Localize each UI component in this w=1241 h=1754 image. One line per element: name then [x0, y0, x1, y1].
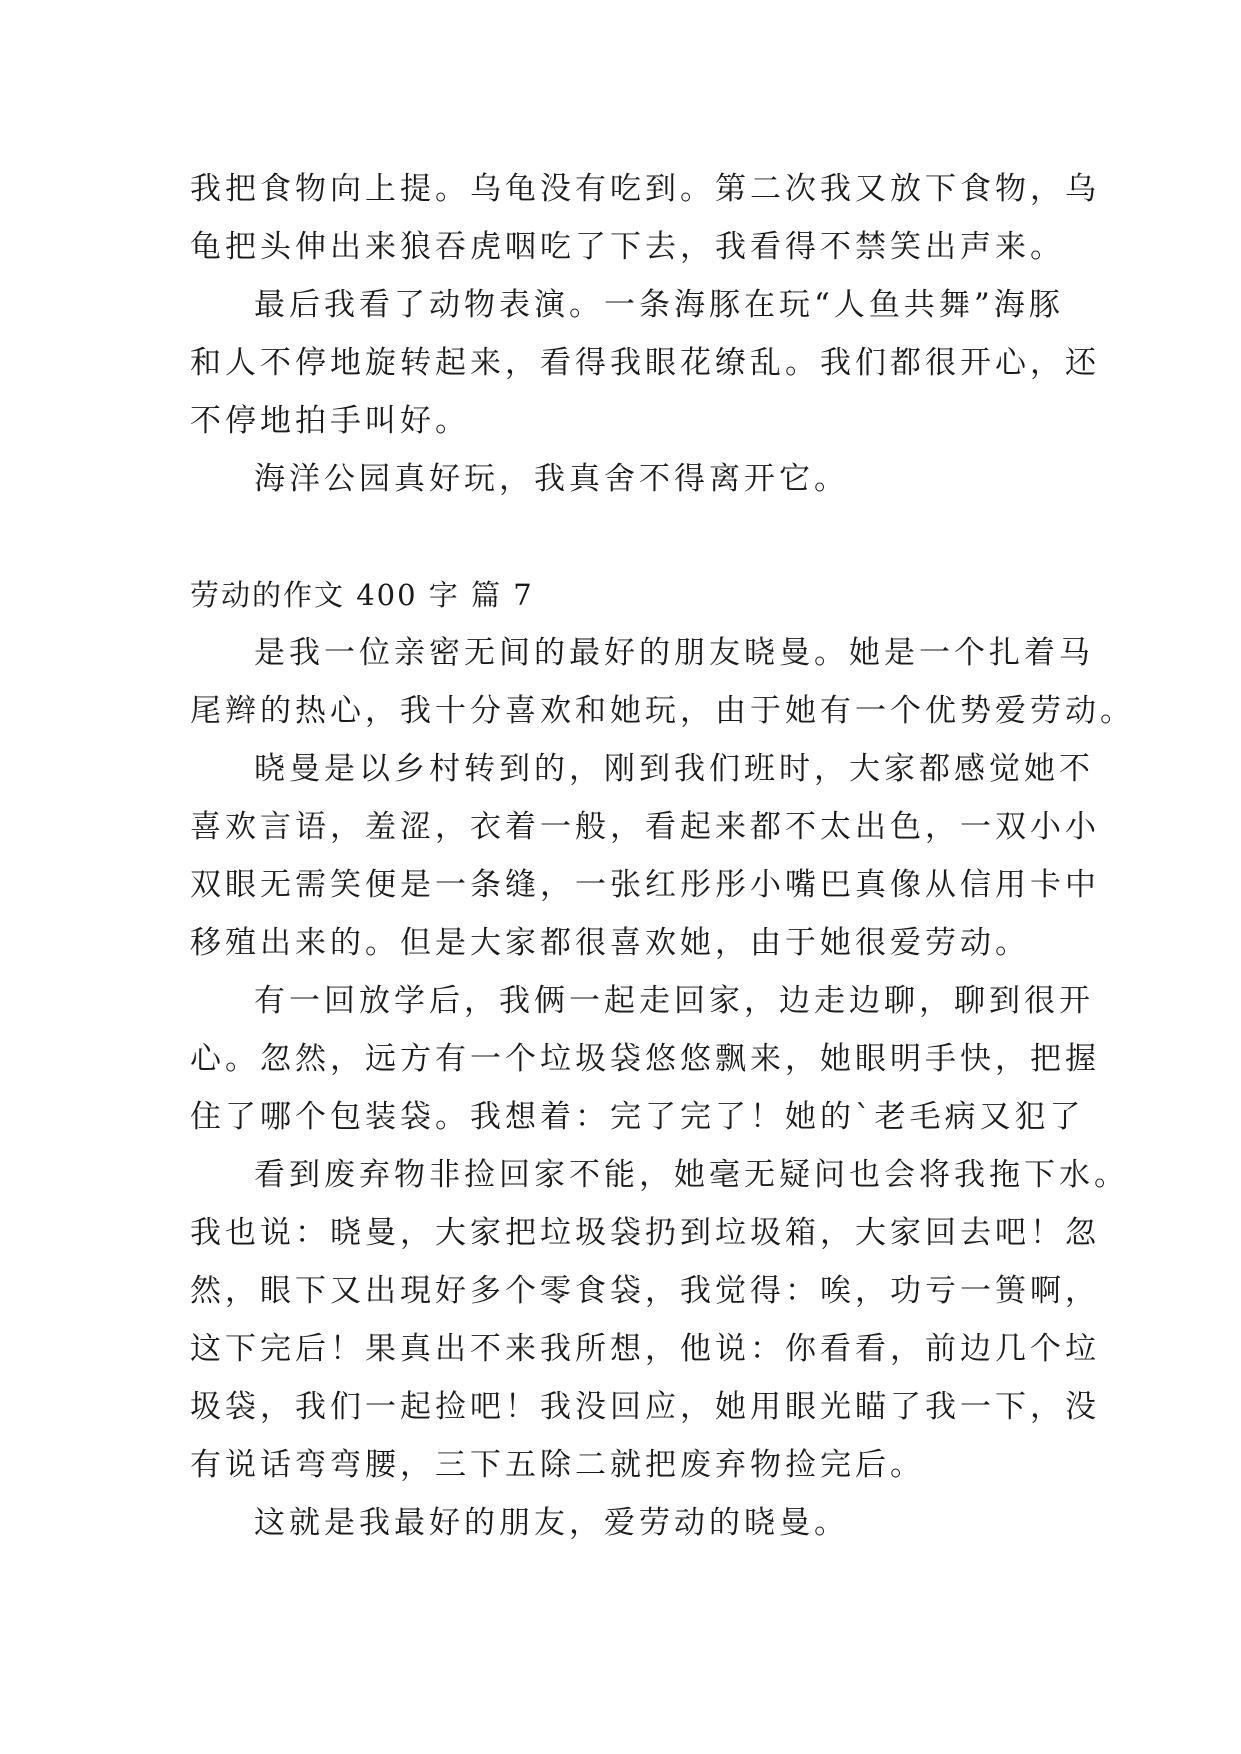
text-line: 圾袋，我们一起捡吧！我没回应，她用眼光瞄了我一下，没: [190, 1389, 1100, 1425]
text-line: 喜欢言语，羞涩，衣着一般，看起来都不太出色，一双小小: [190, 809, 1100, 845]
text-line: 移殖出来的。但是大家都很喜欢她，由于她很爱劳动。: [190, 925, 1030, 961]
text-line: 我也说：晓曼，大家把垃圾袋扔到垃圾箱，大家回去吧！忽: [190, 1215, 1100, 1251]
paragraph-start: 海洋公园真好玩，我真舍不得离开它。: [254, 461, 849, 497]
paragraph-start: 看到废弃物非捡回家不能，她毫无疑问也会将我拖下水。: [254, 1157, 1129, 1193]
text-line: 然，眼下又出現好多个零食袋，我觉得：唉，功亏一篑啊，: [190, 1273, 1100, 1309]
text-line: 有说话弯弯腰，三下五除二就把废弃物捡完后。: [190, 1447, 925, 1483]
paragraph-start: 最后我看了动物表演。一条海豚在玩“人鱼共舞”海豚: [254, 287, 1064, 323]
text-line: 我把食物向上提。乌龟没有吃到。第二次我又放下食物，乌: [190, 171, 1100, 207]
text-line: 龟把头伸出来狼吞虎咽吃了下去，我看得不禁笑出声来。: [190, 229, 1065, 265]
section-heading: 劳动的作文 400 字 篇 7: [190, 578, 534, 612]
text-line: 心。忽然，远方有一个垃圾袋悠悠飘来，她眼明手快，把握: [190, 1041, 1100, 1077]
text-line: 尾辫的热心，我十分喜欢和她玩，由于她有一个优势爱劳动。: [190, 693, 1135, 729]
paragraph-start: 晓曼是以乡村转到的，刚到我们班时，大家都感觉她不: [254, 751, 1094, 787]
text-line: 住了哪个包装袋。我想着：完了完了！她的`老毛病又犯了: [190, 1099, 1085, 1135]
text-line: 和人不停地旋转起来，看得我眼花缭乱。我们都很开心，还: [190, 345, 1100, 381]
text-line: 不停地拍手叫好。: [190, 403, 470, 439]
paragraph-start: 是我一位亲密无间的最好的朋友晓曼。她是一个扎着马: [254, 635, 1094, 671]
paragraph-start: 有一回放学后，我俩一起走回家，边走边聊，聊到很开: [254, 983, 1094, 1019]
section-spacer: [190, 508, 1050, 566]
document-body: [190, 160, 1135, 1552]
text-line: 这下完后！果真出不来我所想，他说：你看看，前边几个垃: [190, 1331, 1100, 1367]
text-line: 双眼无需笑便是一条缝，一张红彤彤小嘴巴真像从信用卡中: [190, 867, 1100, 903]
paragraph-start: 这就是我最好的朋友，爱劳动的晓曼。: [254, 1505, 849, 1541]
